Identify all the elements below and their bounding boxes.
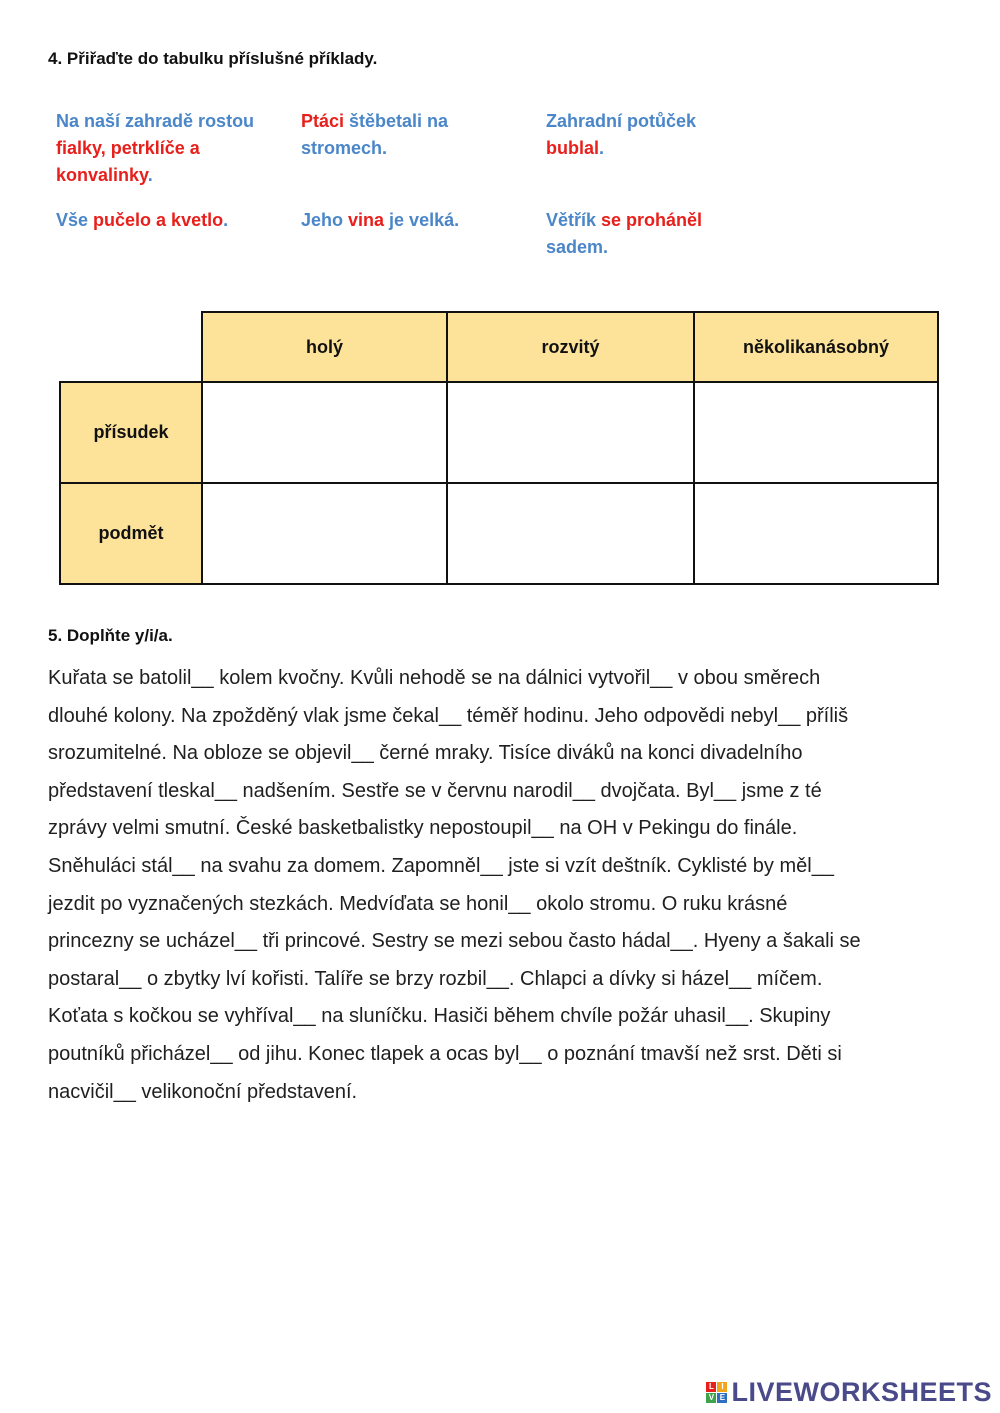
text-line[interactable]: postaral__ o zbytky lví kořisti. Talíře se brzy rozbil__. Chlapci a dívky si házel__ míčem. (48, 967, 823, 990)
logo-badge-letter: I (717, 1382, 727, 1392)
drop-cell-prisudek-holy[interactable] (201, 381, 448, 484)
snippet-6[interactable] (546, 207, 746, 261)
text-line[interactable]: zprávy velmi smutní. České basketbalistky nepostoupil__ na OH v Pekingu do finále. (48, 817, 798, 840)
logo-text: LIVEWORKSHEETS (731, 1376, 992, 1407)
snippet-5[interactable] (301, 207, 521, 234)
text-line[interactable]: Sněhuláci stál__ na svahu za domem. Zapomněl__ jste si vzít deštník. Cyklisté by měl__ (48, 854, 834, 877)
text-line[interactable]: nacvičil__ velikonoční představení. (48, 1080, 358, 1103)
logo-badge-letter: E (717, 1393, 727, 1403)
drop-cell-podmet-holy[interactable] (201, 482, 448, 585)
snippet-2[interactable] (301, 108, 501, 162)
snippet-part: . (599, 138, 605, 158)
snippet-part: Ptáci (301, 111, 345, 131)
column-header-hole: holý (201, 311, 448, 383)
drop-cell-prisudek-rozvity[interactable] (446, 381, 695, 484)
drop-cell-prisudek-nekolikanasobny[interactable] (693, 381, 939, 484)
text-line[interactable]: Kuřata se batolil__ kolem kvočny. Kvůli nehodě se na dálnici vytvořil__ v obou směrech (48, 667, 821, 689)
liveworksheets-logo (706, 1375, 992, 1409)
text-line[interactable]: Koťata s kočkou se vyhříval__ na sluníčku. Hasiči během chvíle požár uhasil__. Skupiny (48, 1005, 831, 1028)
text-line[interactable]: jezdit po vyznačených stezkách. Medvíďata se honil__ okolo stromu. O ruku krásné (48, 892, 788, 915)
column-header-rozvity: rozvitý (446, 311, 695, 383)
logo-badge-letter: L (706, 1382, 716, 1392)
exercise-5-heading: 5. Doplňte y/i/a. (48, 626, 173, 645)
drop-cell-podmet-nekolikanasobny[interactable] (693, 482, 939, 585)
snippet-part: se proháněl (601, 210, 703, 230)
snippet-part: sadem. (546, 237, 609, 257)
snippet-part: pučelo a kvetlo (93, 210, 224, 230)
snippet-part: Jeho (301, 210, 349, 230)
snippet-part: . (147, 165, 153, 185)
row-header-prisudek: přísudek (59, 381, 203, 484)
snippet-part: bublal (546, 138, 599, 158)
classification-table (59, 311, 939, 585)
snippet-4[interactable] (56, 207, 288, 234)
snippet-part: fialky, petrklíče a konvalinky (56, 138, 200, 185)
drop-cell-podmet-rozvity[interactable] (446, 482, 695, 585)
snippet-part: Větřík (546, 210, 602, 230)
snippet-part: vina (348, 210, 385, 230)
snippet-part: Zahradní potůček (546, 111, 697, 131)
text-line[interactable]: poutníků přicházel__ od jihu. Konec tlapek a ocas byl__ o poznání tmavší než srst. Děti si (48, 1042, 842, 1065)
snippet-part: je velká. (384, 210, 460, 230)
fill-in-text (48, 660, 948, 1111)
snippet-part: . (223, 210, 229, 230)
snippet-1[interactable] (56, 108, 288, 189)
snippet-part: Na naší zahradě rostou (56, 111, 255, 131)
column-header-nekolikanasobny: několikanásobný (693, 311, 939, 383)
text-line[interactable]: představení tleskal__ nadšením. Sestře se v červnu narodil__ dvojčata. Byl__ jsme z té (48, 779, 822, 802)
exercise-4-heading: 4. Přiřaďte do tabulku příslušné příklady. (48, 49, 378, 68)
snippet-part: Vše (56, 210, 94, 230)
text-line[interactable]: srozumitelné. Na obloze se objevil__ černé mraky. Tisíce diváků na konci divadelního (48, 742, 803, 765)
logo-badge-icon (706, 1382, 727, 1403)
row-header-podmet: podmět (59, 482, 203, 585)
logo-badge-letter: V (706, 1393, 716, 1403)
snippet-part: štěbetali na stromech. (301, 111, 449, 158)
text-line[interactable]: princezny se ucházel__ tři princové. Sestry se mezi sebou často hádal__. Hyeny a šakali se (48, 930, 861, 953)
snippet-3[interactable] (546, 108, 746, 162)
text-line[interactable]: dlouhé kolony. Na zpožděný vlak jsme čekal__ téměř hodinu. Jeho odpovědi nebyl__ příliš (48, 704, 849, 727)
